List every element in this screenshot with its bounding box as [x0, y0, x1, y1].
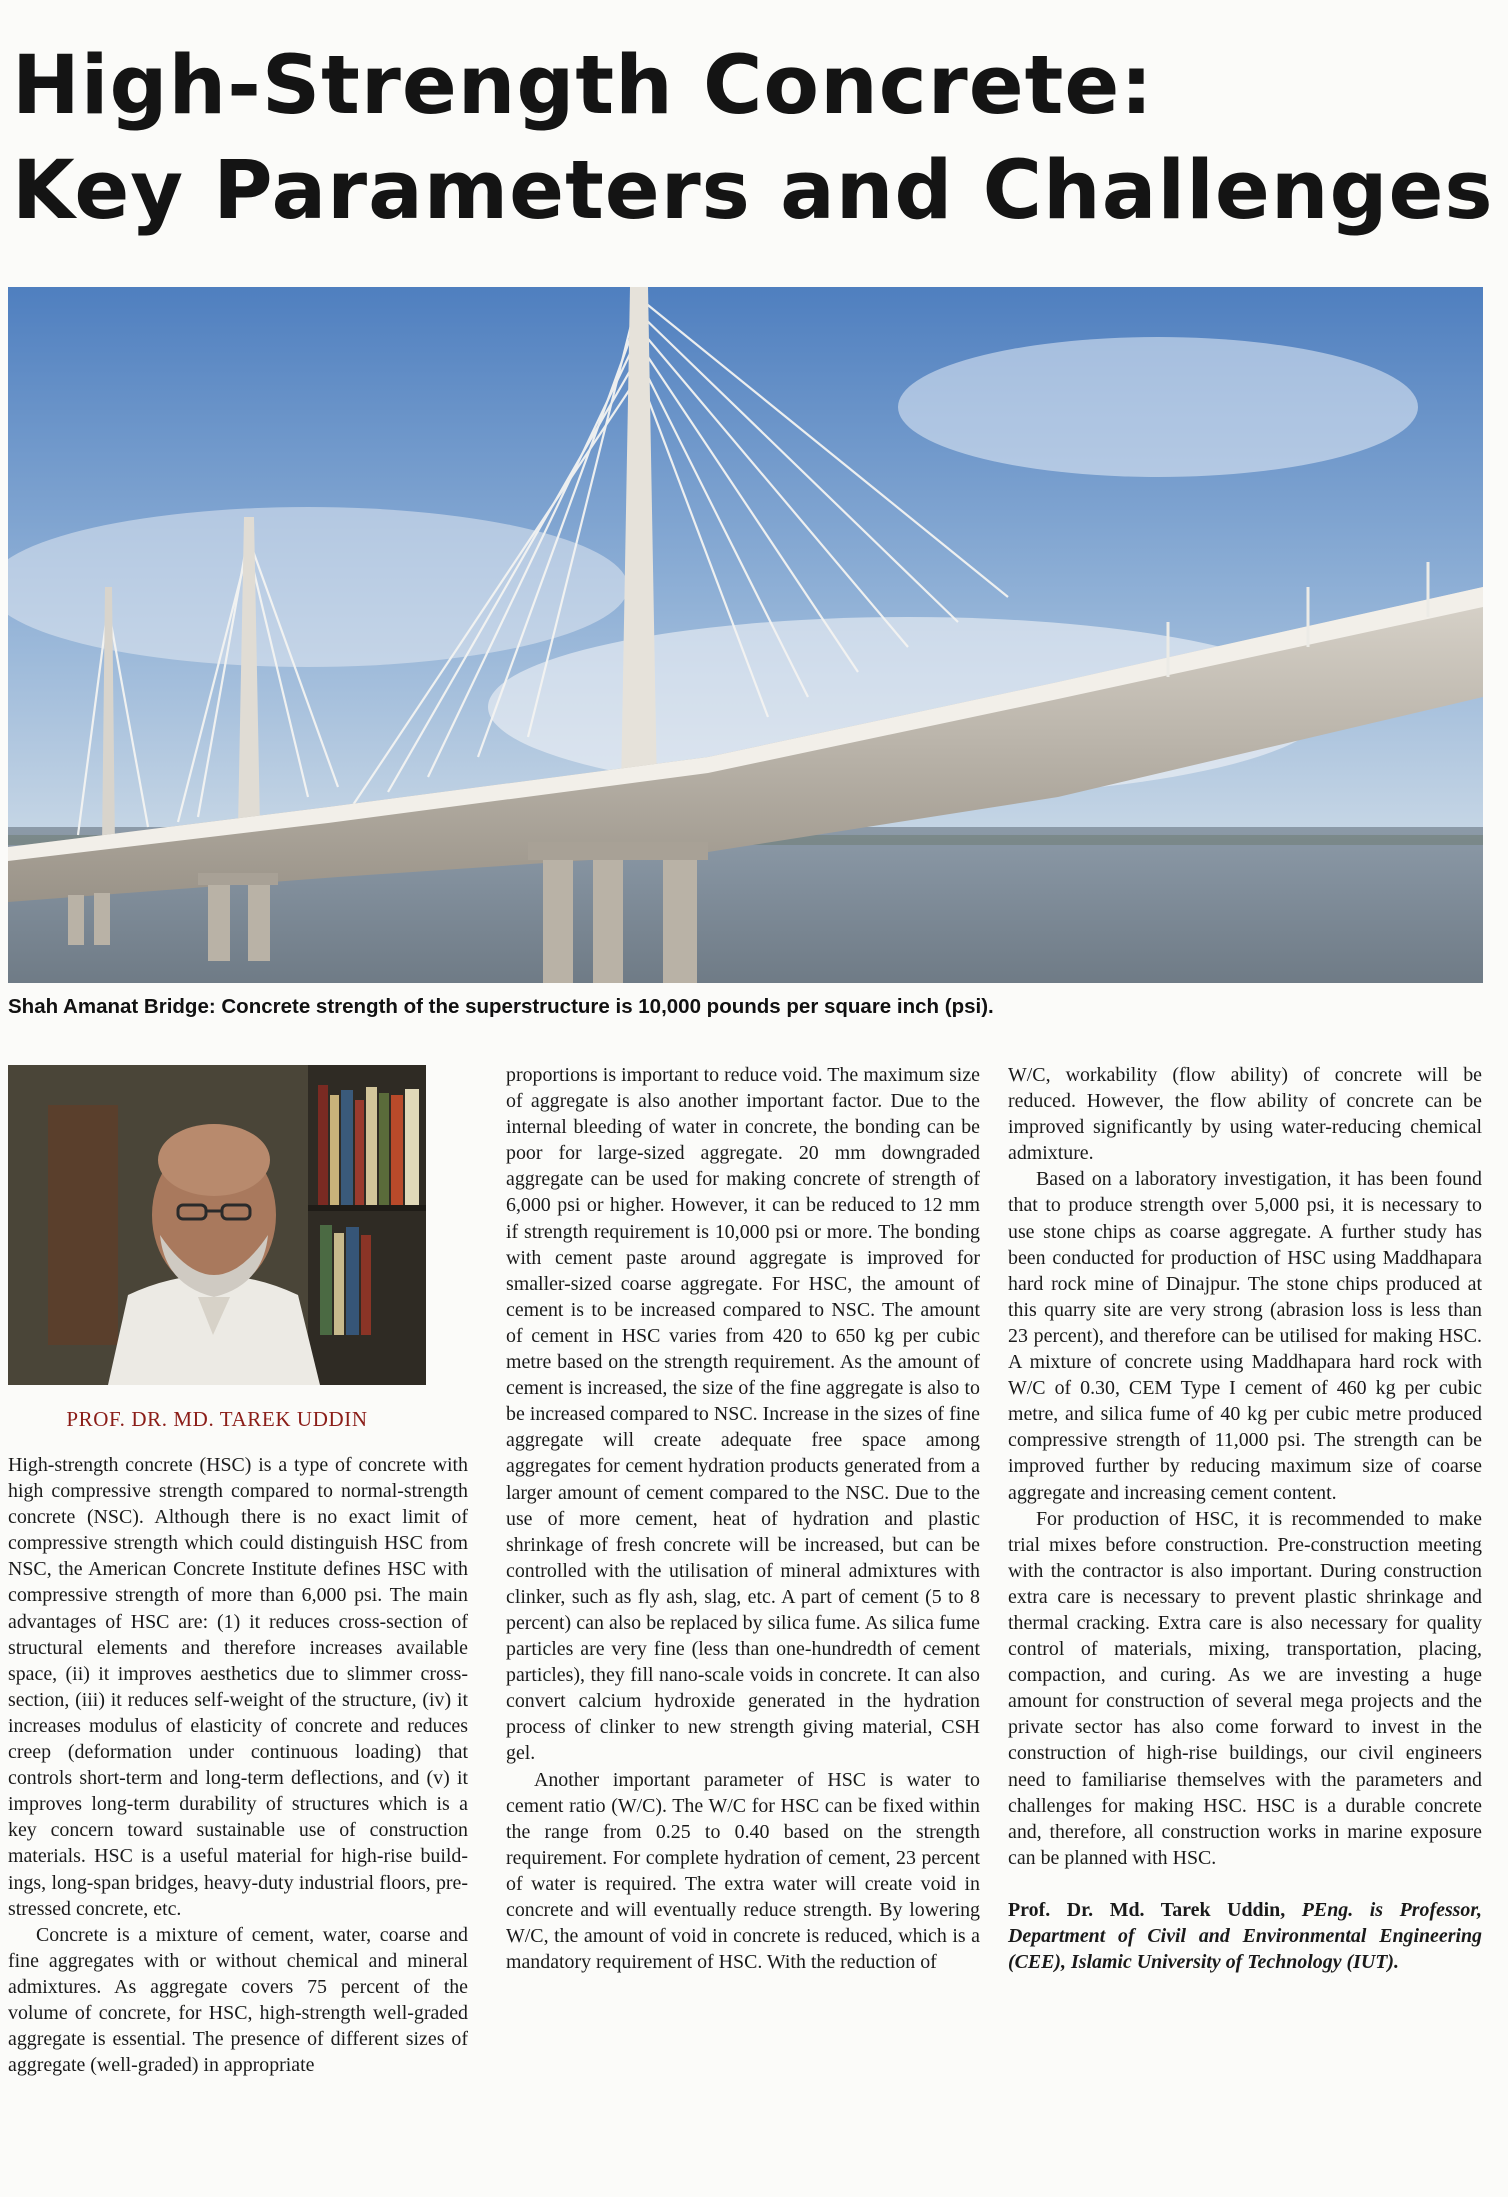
paragraph: proportions is important to reduce void. The maximum size of aggregate is also another important factor. Due to the internal bleeding of water in concrete, the bonding can be poor for large-sized aggregate. 20 mm downgraded aggregate can be used for making concrete of strength of 6,000 psi or higher. However, it can be reduced to 12 mm if strength requirement is 10,000 psi or more. The bonding with cement paste around aggregate is improved for smaller-sized coarse aggregate. For HSC, the amount of cement is to be increased compared to NSC. The amount of cement in HSC varies from 420 to 650 kg per cubic metre based on the strength requirement. As the amount of cement is increased, the size of the fine aggregate is also to be increased compared to NSC. Increase in the sizes of fine aggregate will create adequate free space among aggregates for cement hydration products generated from a larger amount of cement compared to the NSC. Due to the use of more cement, heat of hydration and plastic shrinkage of fresh concrete will be increased, but can be controlled with the utilisation of mineral admixtures with clinker, such as fly ash, slag, etc. A part of cement (5 to 8 percent) can also be replaced by silica fume. As silica fume particles are very fine (less than one-hundredth of cement particles), they fill nano-scale voids in concrete. It can also convert calcium hydroxide generated in the hydration process of clinker to new strength giving material, CSH gel.: [506, 1064, 980, 1765]
paragraph: W/C, workability (flow ability) of concrete will be reduced. However, the flow ability of concrete can be improved significantly by using water-reducing chemical admixture.: [1008, 1064, 1482, 1165]
bridge-illustration: [8, 287, 1483, 983]
author-bio: [1008, 1897, 1482, 1975]
paragraph: Concrete is a mixture of cement, water, coarse and fine aggregates with or without chemical and mineral admixtures. As aggregate covers 75 percent of the volume of concrete, for HSC, high-strength well-graded aggregate is essential. The presence of different sizes of aggregate (well-graded) in appropriate: [8, 1923, 468, 2077]
paragraph: High-strength concrete (HSC) is a type of concrete with high compressive strength compared to normal-strength concrete (NSC). Although there is no exact limit of compressive strength which could distinguish HSC from NSC, the American Concrete Institute defines HSC with compressive strength of more than 6,000 psi. The main advantages of HSC are: (1) it reduces cross-section of structural elements and therefore increases available space, (ii) it improves aesthetics due to slimmer cross-section, (iii) it reduces self-weight of the structure, (iv) it increases modulus of elasticity of concrete and reduces creep (deformation under continuous loading) that controls short-term and long-term deflections, and (v) it improves long-term durability of structures which is a key concern toward sustainable use of construction materials. HSC is a useful material for high-rise buildings, long-span bridges, heavy-duty industrial floors, pre-stressed concrete, etc.: [8, 1454, 468, 1920]
article-column-2: [506, 1062, 980, 1975]
bridge-photo: [8, 287, 1483, 983]
author-bio-name: Prof. Dr. Md. Tarek Uddin,: [1008, 1898, 1286, 1921]
headline-line-2: Key Parameters and Challenges: [12, 144, 1494, 238]
author-portrait-illustration: [8, 1065, 426, 1385]
author-bio-details: PEng. is Professor, Department of Civil and Environmental Engineering (CEE), Islamic University of Technology (IUT).: [1008, 1898, 1482, 1974]
photo-caption: Shah Amanat Bridge: Concrete strength of the superstructure is 10,000 pounds per square inch (psi).: [8, 995, 994, 1018]
article-column-3: [1008, 1062, 1482, 1975]
paragraph: Another important parameter of HSC is water to cement ratio (W/C). The W/C for HSC can be fixed within the range from 0.25 to 0.40 based on the strength requirement. For complete hydration of cement, 23 percent of water is required. The extra water will create void in concrete and will eventually reduce strength. By lowering W/C, the amount of void in concrete is reduced, which is a mandatory requirement of HSC. With the reduction of: [506, 1768, 980, 1974]
article-column-1: [8, 1452, 468, 2078]
headline-line-1: High-Strength Concrete:: [12, 39, 1154, 133]
article-headline: [12, 34, 1492, 244]
author-portrait: [8, 1065, 426, 1385]
paragraph: Based on a laboratory investigation, it has been found that to produce strength over 5,000 psi, it is necessary to use stone chips as coarse aggregate. A further study has been conducted for production of HSC using Maddhapara hard rock mine of Dinajpur. The stone chips produced at this quarry site are very strong (abrasion loss is less than 23 percent), and therefore can be utilised for making HSC. A mixture of concrete using Maddhapara hard rock with W/C of 0.30, CEM Type I cement of 460 kg per cubic metre, and silica fume of 40 kg per cubic metre produced compressive strength of 11,000 psi. The strength can be improved further by reducing maximum size of coarse aggregate and increasing cement content.: [1008, 1168, 1482, 1504]
paragraph: For production of HSC, it is recommended to make trial mixes before construction. Pre-construction meeting with the contractor is also important. During construction extra care is necessary to prevent plastic shrinkage and thermal cracking. Extra care is also necessary for quality control of materials, mixing, transportation, placing, compaction, and curing. As we are investing a huge amount for construction of several mega projects and the private sector has also come forward to invest in the construction of high-rise buildings, our civil engineers need to familiarise themselves with the parameters and challenges for making HSC. HSC is a durable concrete and, therefore, all construction works in marine exposure can be planned with HSC.: [1008, 1507, 1482, 1869]
author-byline: PROF. DR. MD. TAREK UDDIN: [66, 1407, 368, 1431]
